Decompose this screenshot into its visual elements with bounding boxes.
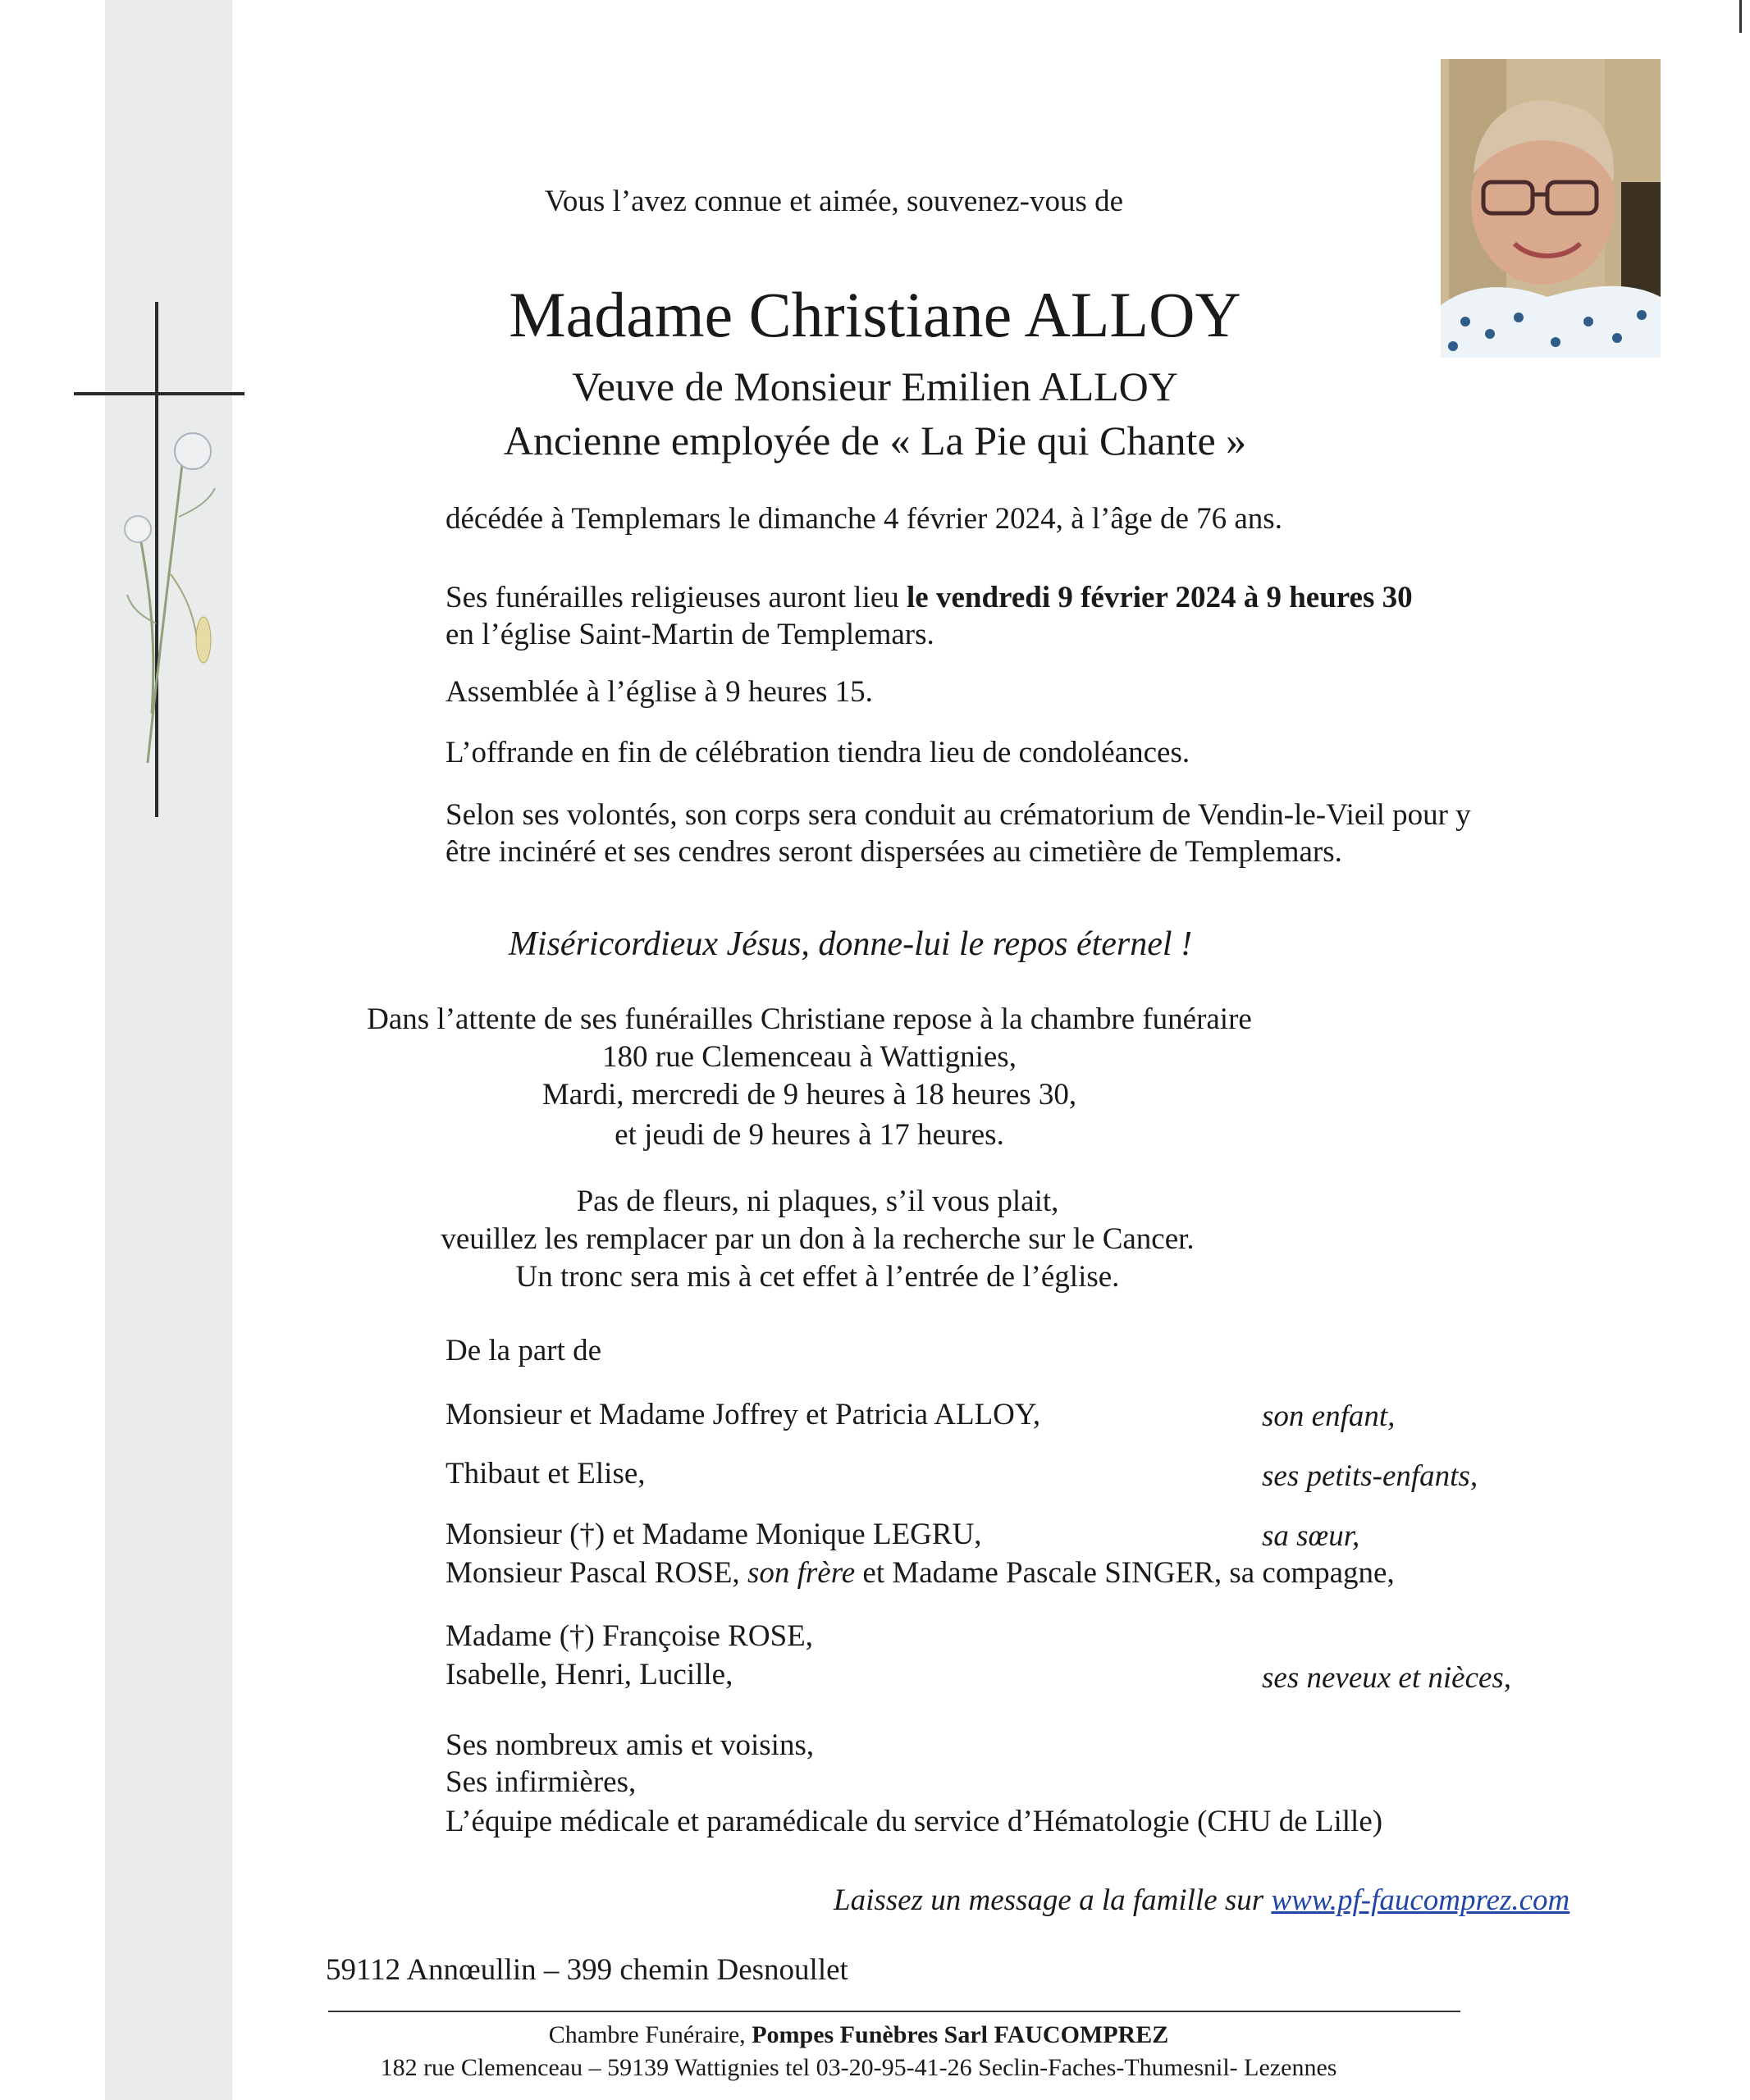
family-intro: De la part de [445, 1334, 602, 1367]
intro-text: Vous l’avez connue et aimée, souvenez-vous de [544, 185, 1124, 218]
funeral-date: le vendredi 9 février 2024 à 9 heures 30 [907, 581, 1413, 614]
friends-line-2: Ses infirmières, [445, 1765, 637, 1799]
wishes-line-2: être incinéré et ses cendres seront dispersées au cimetière de Templemars. [445, 835, 1342, 869]
funeral-line-2: en l’église Saint-Martin de Templemars. [445, 618, 934, 651]
former-employer: Ancienne employée de « La Pie qui Chante » [503, 418, 1247, 463]
death-line: décédée à Templemars le dimanche 4 février 2024, à l’âge de 76 ans. [445, 502, 1282, 536]
family-grandchildren-role: ses petits-enfants, [1262, 1459, 1478, 1493]
flowers-line-1: Pas de fleurs, ni plaques, s’il vous plait, [576, 1185, 1059, 1218]
family-brother-role: son frère [747, 1556, 856, 1590]
funeral-line-1-text: Ses funérailles religieuses auront lieu [445, 581, 907, 614]
footer-divider [328, 2011, 1460, 2012]
message-text: Laissez un message a la famille sur [834, 1883, 1272, 1917]
family-brother-partner: et Madame Pascale SINGER, sa compagne, [855, 1556, 1395, 1590]
friends-line-3: L’équipe médicale et paramédicale du service d’Hématologie (CHU de Lille) [445, 1805, 1383, 1838]
viewing-line-1: Dans l’attente de ses funérailles Christiane repose à la chambre funéraire [367, 1002, 1252, 1036]
footer-prefix: Chambre Funéraire, [548, 2021, 752, 2048]
family-child-role: son enfant, [1262, 1399, 1396, 1433]
footer-line-1 [0, 2020, 1734, 2051]
viewing-line-3: Mardi, mercredi de 9 heures à 18 heures 30, [541, 1078, 1077, 1112]
prayer-line: Miséricordieux Jésus, donne-lui le repos éternel ! [508, 925, 1193, 963]
deceased-name: Madame Christiane ALLOY [509, 279, 1241, 350]
footer-company: Pompes Funèbres Sarl FAUCOMPREZ [752, 2021, 1169, 2048]
address-line: 59112 Annœullin – 399 chemin Desnoullet [326, 1953, 848, 1987]
family-brother-name: Monsieur Pascal ROSE, [445, 1556, 747, 1590]
family-niece-role: ses neveux et nièces, [1262, 1661, 1512, 1695]
family-sister-role: sa sœur, [1262, 1519, 1360, 1553]
friends-line-1: Ses nombreux amis et voisins, [445, 1728, 815, 1762]
family-niece-1: Madame (†) Françoise ROSE, [445, 1619, 814, 1653]
website-link[interactable]: www.pf-faucomprez.com [1271, 1883, 1570, 1917]
family-grandchildren: Thibaut et Elise, [445, 1457, 646, 1491]
flowers-line-2: veuillez les remplacer par un don à la recherche sur le Cancer. [441, 1222, 1195, 1256]
viewing-line-2: 180 rue Clemenceau à Wattignies, [602, 1040, 1017, 1074]
flowers-line-3: Un tronc sera mis à cet effet à l’entrée de l’église. [515, 1260, 1120, 1294]
flower-illustration [107, 418, 246, 779]
widow-of: Veuve de Monsieur Emilien ALLOY [572, 363, 1178, 409]
offering-line: L’offrande en fin de célébration tiendra lieu de condoléances. [445, 736, 1190, 769]
message-line [834, 1883, 1570, 1919]
funeral-line-1 [445, 580, 1413, 616]
family-brother [445, 1555, 1395, 1591]
family-child: Monsieur et Madame Joffrey et Patricia ALLOY, [445, 1398, 1041, 1431]
family-niece-2: Isabelle, Henri, Lucille, [445, 1658, 733, 1691]
assembly-line: Assemblée à l’église à 9 heures 15. [445, 675, 873, 709]
edge-mark [1739, 0, 1742, 33]
family-sister: Monsieur (†) et Madame Monique LEGRU, [445, 1518, 982, 1551]
viewing-line-4: et jeudi de 9 heures à 17 heures. [615, 1118, 1004, 1152]
wishes-line-1: Selon ses volontés, son corps sera conduit au crématorium de Vendin-le-Vieil pour y [445, 798, 1471, 832]
footer-line-2: 182 rue Clemenceau – 59139 Wattignies tel 03-20-95-41-26 Seclin-Faches-Thumesnil- Lezennes [380, 2054, 1337, 2081]
